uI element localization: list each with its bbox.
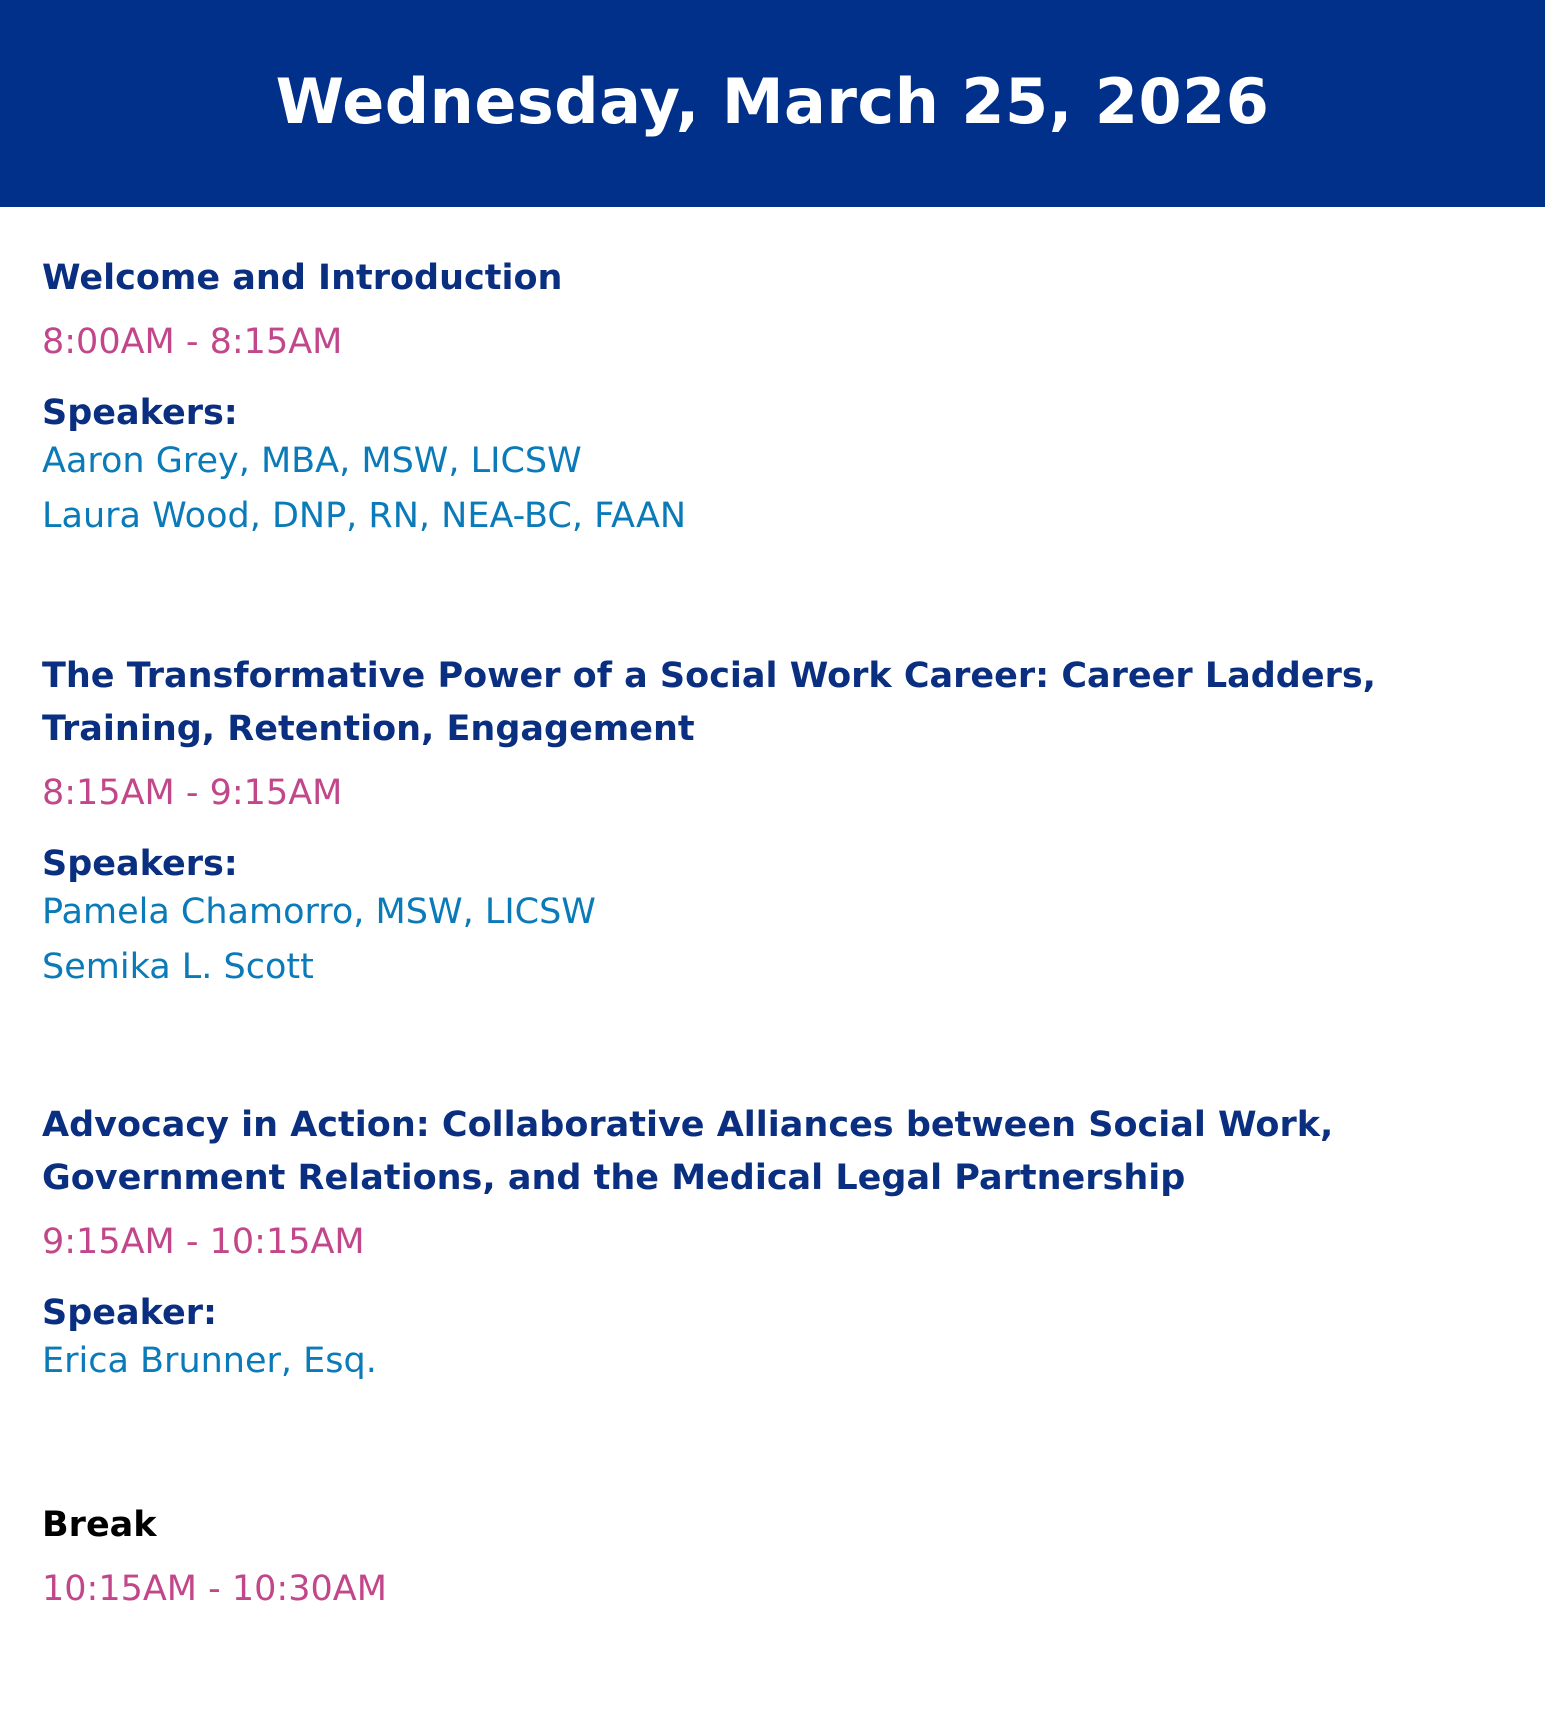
speaker-name[interactable]: Pamela Chamorro, MSW, LICSW: [42, 892, 596, 932]
session-time: 8:15AM - 9:15AM: [42, 773, 343, 813]
speaker-name[interactable]: Laura Wood, DNP, RN, NEA-BC, FAAN: [42, 496, 687, 536]
session-career: [42, 650, 1376, 995]
session-title[interactable]: [42, 1099, 1333, 1205]
session-time: 10:15AM - 10:30AM: [42, 1569, 387, 1609]
session-title: [42, 1499, 387, 1552]
session-welcome: [42, 252, 686, 544]
speaker-name[interactable]: Semika L. Scott: [42, 947, 314, 987]
speakers-label: Speaker:: [42, 1293, 217, 1333]
page-title: Wednesday, March 25, 2026: [275, 65, 1270, 138]
session-title-line: Break: [42, 1505, 157, 1545]
speakers-label: Speakers:: [42, 844, 238, 884]
date-header: [0, 0, 1545, 207]
session-title-line: Welcome and Introduction: [42, 258, 563, 298]
session-title-line: The Transformative Power of a Social Work Career: Career Ladders,: [42, 656, 1376, 696]
session-time: 8:00AM - 8:15AM: [42, 322, 343, 362]
speakers-label: Speakers:: [42, 393, 238, 433]
speaker-name[interactable]: Erica Brunner, Esq.: [42, 1341, 377, 1381]
session-title[interactable]: [42, 650, 1376, 756]
session-time: 9:15AM - 10:15AM: [42, 1222, 365, 1262]
session-title[interactable]: [42, 252, 686, 305]
session-advocacy: [42, 1099, 1333, 1389]
session-title-line: Government Relations, and the Medical Legal Partnership: [42, 1158, 1186, 1198]
speaker-name[interactable]: Aaron Grey, MBA, MSW, LICSW: [42, 441, 582, 481]
session-title-line: Advocacy in Action: Collaborative Alliances between Social Work,: [42, 1105, 1334, 1145]
session-title-line: Training, Retention, Engagement: [42, 709, 695, 749]
session-break: [42, 1499, 387, 1609]
